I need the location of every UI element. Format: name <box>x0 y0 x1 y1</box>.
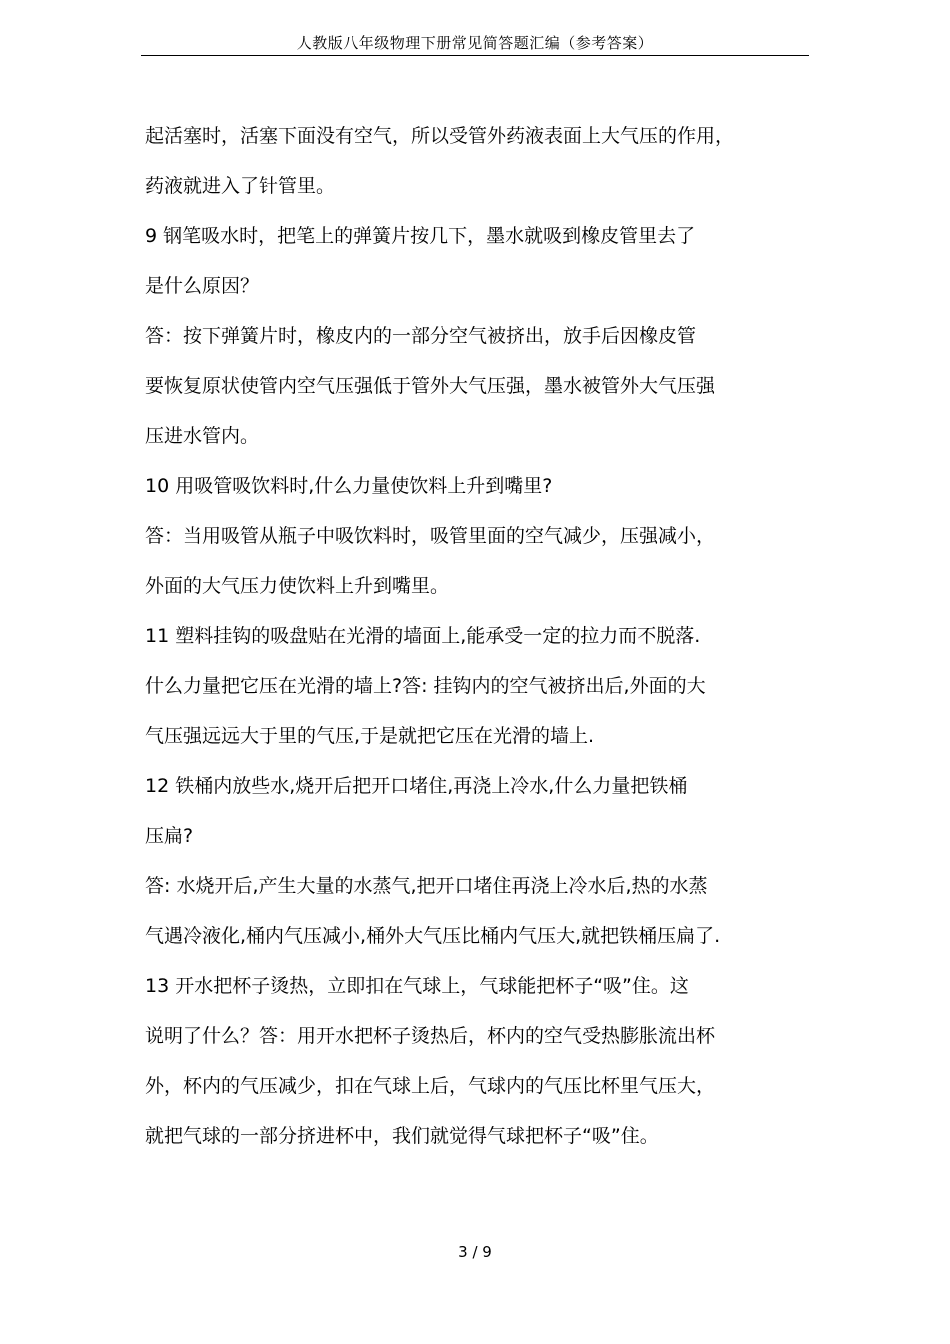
text-line: 起活塞时，活塞下面没有空气，所以受管外药液表面上大气压的作用， <box>145 125 735 147</box>
text-line: 外，杯内的气压减少，扣在气球上后，气球内的气压比杯里气压大， <box>145 1075 716 1097</box>
text-line: 压进水管内。 <box>145 425 260 447</box>
text-line: 10 用吸管吸饮料时,什么力量使饮料上升到嘴里? <box>145 475 553 497</box>
page-number: 3 / 9 <box>458 1243 492 1261</box>
text-line: 11 塑料挂钩的吸盘贴在光滑的墙面上,能承受一定的拉力而不脱落. <box>145 625 701 647</box>
text-line: 12 铁桶内放些水,烧开后把开口堵住,再浇上冷水,什么力量把铁桶 <box>145 775 688 797</box>
text-line: 9 钢笔吸水时，把笔上的弹簧片按几下，墨水就吸到橡皮管里去了 <box>145 225 696 247</box>
text-line: 答：当用吸管从瓶子中吸饮料时，吸管里面的空气减少，压强减小， <box>145 525 716 547</box>
text-line: 什么力量把它压在光滑的墙上?答: 挂钩内的空气被挤出后,外面的大 <box>145 675 706 697</box>
text-line: 说明了什么？答：用开水把杯子烫热后，杯内的空气受热膨胀流出杯 <box>145 1025 716 1047</box>
text-line: 要恢复原状使管内空气压强低于管外大气压强，墨水被管外大气压强 <box>145 375 716 397</box>
text-line: 药液就进入了针管里。 <box>145 175 336 197</box>
page-header-title: 人教版八年级物理下册常见简答题汇编（参考答案） <box>296 34 654 52</box>
text-line: 就把气球的一部分挤进杯中，我们就觉得气球把杯子“吸”住。 <box>145 1125 659 1147</box>
text-line: 答: 水烧开后,产生大量的水蒸气,把开口堵住再浇上冷水后,热的水蒸 <box>145 875 708 897</box>
text-line: 13 开水把杯子烫热，立即扣在气球上，气球能把杯子“吸”住。这 <box>145 975 689 997</box>
text-line: 外面的大气压力使饮料上升到嘴里。 <box>145 575 450 597</box>
text-line: 气遇冷液化,桶内气压减小,桶外大气压比桶内气压大,就把铁桶压扁了. <box>145 925 721 947</box>
text-line: 气压强远远大于里的气压,于是就把它压在光滑的墙上. <box>145 725 595 747</box>
text-line: 压扁? <box>145 825 194 847</box>
text-line: 答：按下弹簧片时，橡皮内的一部分空气被挤出，放手后因橡皮管 <box>145 325 697 347</box>
text-line: 是什么原因？ <box>145 275 260 297</box>
